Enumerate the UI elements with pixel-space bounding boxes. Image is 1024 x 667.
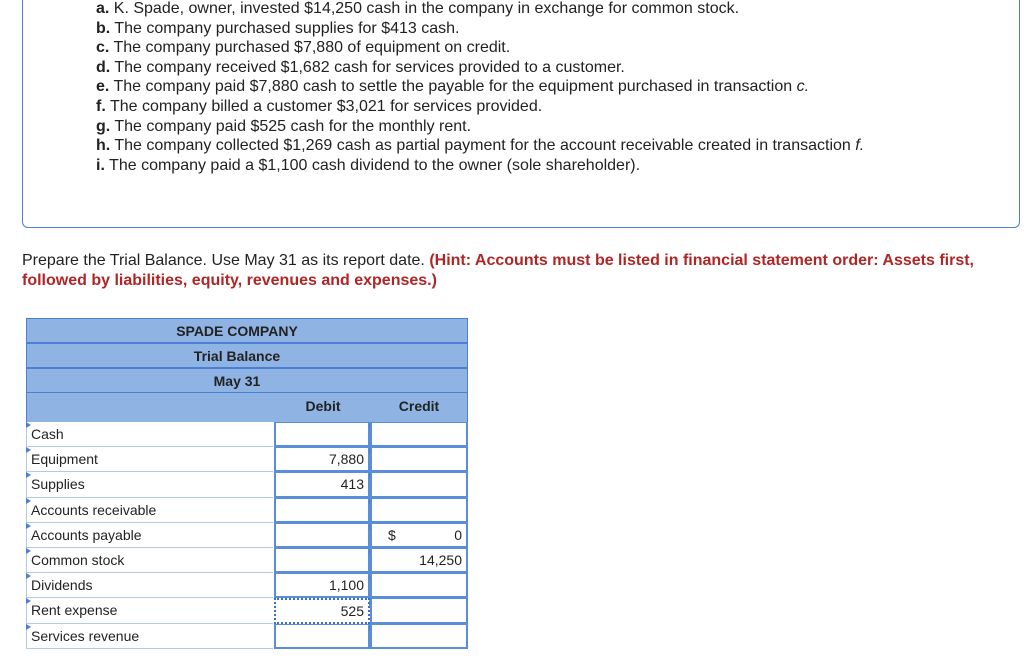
account-name-select[interactable]: Services revenue (26, 624, 273, 649)
transaction-item: d. The company received $1,682 cash for services provided to a customer. (96, 58, 625, 76)
credit-input[interactable] (370, 472, 468, 497)
trial-balance-row (26, 624, 468, 649)
account-name-select[interactable]: Common stock (26, 548, 273, 573)
dropdown-marker-icon (26, 598, 31, 604)
dropdown-marker-icon (26, 523, 31, 529)
transaction-list (96, 0, 864, 175)
credit-input[interactable] (370, 573, 468, 598)
debit-input[interactable] (274, 598, 370, 623)
debit-column-header: Debit (305, 398, 341, 414)
debit-value: 1,100 (328, 577, 364, 594)
account-name-select[interactable]: Supplies (26, 472, 273, 497)
company-name-header: SPADE COMPANY (26, 318, 468, 343)
trial-balance-row (26, 523, 468, 548)
dropdown-marker-icon (26, 447, 31, 453)
trial-balance-row (26, 548, 468, 573)
transaction-item: c. The company purchased $7,880 of equipment on credit. (96, 39, 511, 57)
debit-input[interactable] (274, 624, 370, 649)
transaction-item: f. The company billed a customer $3,021 for services provided. (96, 97, 543, 115)
dropdown-marker-icon (26, 548, 31, 554)
credit-input[interactable] (370, 447, 468, 472)
debit-input[interactable] (274, 447, 370, 472)
debit-value: 413 (340, 476, 364, 493)
debit-input[interactable] (274, 472, 370, 497)
credit-value: 14,250 (419, 552, 462, 568)
dropdown-marker-icon (26, 422, 31, 428)
account-name-select[interactable]: Cash (26, 422, 273, 447)
transaction-item: g. The company paid $525 cash for the monthly rent. (96, 117, 472, 135)
trial-balance-row (26, 472, 468, 497)
statement-title-header: Trial Balance (26, 343, 468, 368)
dropdown-marker-icon (26, 624, 31, 630)
credit-input[interactable] (370, 548, 468, 573)
debit-input[interactable] (274, 422, 370, 447)
credit-input[interactable] (370, 598, 468, 623)
account-name-select[interactable]: Equipment (26, 447, 273, 472)
account-name-select[interactable]: Dividends (26, 573, 273, 598)
credit-input[interactable] (370, 498, 468, 523)
trial-balance-row (26, 573, 468, 598)
trial-balance-row (26, 498, 468, 523)
column-header-row (26, 393, 468, 422)
dropdown-marker-icon (26, 498, 31, 504)
debit-input[interactable] (274, 573, 370, 598)
instructions-hint: (Hint: Accounts must be listed in financial statement order: Assets first, followed by liabilities, equity, revenues and expenses.) (22, 252, 974, 289)
transaction-item: b. The company purchased supplies for $413 cash. (96, 19, 460, 37)
transaction-item: i. The company paid a $1,100 cash dividend to the owner (sole shareholder). (96, 156, 641, 174)
account-name-select[interactable]: Accounts receivable (26, 498, 273, 523)
account-name-select[interactable]: Rent expense (26, 598, 273, 623)
dollar-sign: $ (388, 526, 396, 543)
credit-input[interactable] (370, 523, 468, 548)
trial-balance-row (26, 447, 468, 472)
transaction-item: h. The company collected $1,269 cash as partial payment for the account receivable created in transaction f. (96, 137, 865, 155)
dropdown-marker-icon (26, 573, 31, 579)
debit-input[interactable] (274, 548, 370, 573)
account-name-select[interactable]: Accounts payable (26, 523, 273, 548)
credit-column-header: Credit (398, 398, 440, 414)
credit-input[interactable] (370, 422, 468, 447)
debit-value: 7,880 (328, 451, 364, 468)
transaction-item: a. K. Spade, owner, invested $14,250 cash in the company in exchange for common stock. (96, 0, 740, 17)
instructions-text: Prepare the Trial Balance. Use May 31 as its report date. (22, 252, 430, 269)
debit-input[interactable] (274, 498, 370, 523)
trial-balance-row (26, 422, 468, 447)
dropdown-marker-icon (26, 472, 31, 478)
instructions (22, 251, 1022, 291)
transaction-item: e. The company paid $7,880 cash to settle the payable for the equipment purchased in transaction c. (96, 78, 810, 96)
debit-input[interactable] (274, 523, 370, 548)
credit-input[interactable] (370, 624, 468, 649)
question-box (22, 0, 1020, 228)
trial-balance-row (26, 598, 468, 623)
report-date-header: May 31 (26, 368, 468, 393)
trial-balance-table (26, 318, 468, 658)
credit-value: 0 (454, 526, 462, 543)
debit-value: 525 (340, 603, 364, 620)
